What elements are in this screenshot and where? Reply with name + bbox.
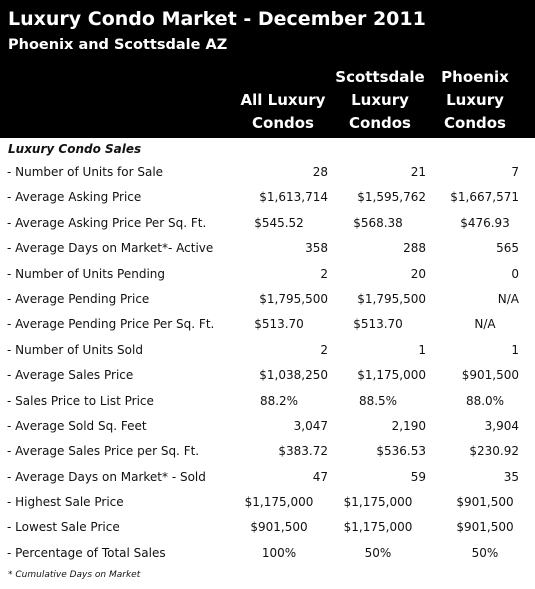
table-row xyxy=(0,542,535,567)
scottsdale-value: 50% xyxy=(364,545,392,560)
row-label: - Sales Price to List Price xyxy=(7,393,154,408)
scottsdale-value: $1,175,000 xyxy=(343,520,413,535)
column-header-line: Luxury xyxy=(351,91,409,109)
all-luxury-value: $383.72 xyxy=(278,444,328,459)
column-header-line: Scottsdale xyxy=(335,68,425,86)
table-row xyxy=(0,364,535,389)
phoenix-value: 88.0% xyxy=(465,393,505,408)
table-row xyxy=(0,313,535,338)
all-luxury-value: 358 xyxy=(305,241,328,256)
table-row xyxy=(0,516,535,541)
phoenix-value: 7 xyxy=(511,165,519,179)
scottsdale-value: 288 xyxy=(403,241,426,256)
all-luxury-value: $1,175,000 xyxy=(244,495,314,510)
column-header-line: Condos xyxy=(444,114,506,132)
all-luxury-value: 47 xyxy=(312,469,328,484)
all-luxury-value: 88.2% xyxy=(259,393,299,408)
table-row xyxy=(0,288,535,313)
column-header-all-luxury xyxy=(228,89,338,135)
phoenix-value: $901,500 xyxy=(461,368,519,383)
row-label: - Average Asking Price Per Sq. Ft. xyxy=(7,215,207,230)
scottsdale-value: $1,595,762 xyxy=(357,190,426,205)
scottsdale-value: 88.5% xyxy=(358,393,398,408)
all-luxury-value: $545.52 xyxy=(254,215,304,230)
all-luxury-value: 2 xyxy=(320,342,328,357)
row-label: - Average Pending Price Per Sq. Ft. xyxy=(7,317,215,332)
row-label: - Number of Units for Sale xyxy=(7,165,164,179)
table-row xyxy=(0,339,535,364)
phoenix-value: 1 xyxy=(511,342,519,357)
table-row xyxy=(0,263,535,288)
row-label: - Average Sales Price per Sq. Ft. xyxy=(7,444,200,459)
data-table xyxy=(0,161,535,567)
phoenix-value: $901,500 xyxy=(456,495,514,510)
row-label: - Average Sold Sq. Feet xyxy=(7,418,147,433)
scottsdale-value: 2,190 xyxy=(391,418,426,433)
all-luxury-value: 2 xyxy=(320,266,328,281)
scottsdale-value: 21 xyxy=(410,165,426,179)
row-label: - Number of Units Sold xyxy=(7,342,143,357)
section-title: Luxury Condo Sales xyxy=(8,142,142,156)
scottsdale-value: $513.70 xyxy=(353,317,403,332)
table-row xyxy=(0,161,535,186)
column-header-line: Luxury xyxy=(446,91,504,109)
scottsdale-value: $1,175,000 xyxy=(343,495,413,510)
row-label: - Average Asking Price xyxy=(7,190,142,205)
all-luxury-value: $901,500 xyxy=(250,520,308,535)
report-title: Luxury Condo Market - December 2011 xyxy=(8,8,426,30)
phoenix-value: N/A xyxy=(497,291,519,306)
all-luxury-value: $1,613,714 xyxy=(259,190,328,205)
all-luxury-value: $513.70 xyxy=(254,317,304,332)
all-luxury-value: 3,047 xyxy=(293,418,328,433)
scottsdale-value: 20 xyxy=(410,266,426,281)
column-header-line: Condos xyxy=(252,114,314,132)
all-luxury-value: $1,038,250 xyxy=(259,368,328,383)
footnote: * Cumulative Days on Market xyxy=(8,570,141,580)
scottsdale-value: $536.53 xyxy=(376,444,426,459)
phoenix-value: $230.92 xyxy=(469,444,519,459)
table-row xyxy=(0,186,535,211)
column-header-scottsdale xyxy=(325,66,435,135)
phoenix-value: N/A xyxy=(474,317,496,332)
all-luxury-value: 28 xyxy=(312,165,328,179)
phoenix-value: $901,500 xyxy=(456,520,514,535)
phoenix-value: $476.93 xyxy=(460,215,510,230)
table-row xyxy=(0,491,535,516)
scottsdale-value: $568.38 xyxy=(353,215,403,230)
scottsdale-value: $1,175,000 xyxy=(357,368,426,383)
table-row xyxy=(0,390,535,415)
row-label: - Average Days on Market* - Sold xyxy=(7,469,206,484)
row-label: - Average Pending Price xyxy=(7,291,150,306)
all-luxury-value: 100% xyxy=(261,545,297,560)
table-row xyxy=(0,440,535,465)
row-label: - Percentage of Total Sales xyxy=(7,545,166,560)
column-header-line: All Luxury xyxy=(240,91,326,109)
row-label: - Lowest Sale Price xyxy=(7,520,120,535)
table-row xyxy=(0,212,535,237)
phoenix-value: $1,667,571 xyxy=(450,190,519,205)
scottsdale-value: 1 xyxy=(418,342,426,357)
table-row xyxy=(0,415,535,440)
column-header-line: Phoenix xyxy=(441,68,509,86)
row-label: - Highest Sale Price xyxy=(7,495,124,510)
phoenix-value: 50% xyxy=(471,545,499,560)
report-subtitle: Phoenix and Scottsdale AZ xyxy=(8,37,228,53)
phoenix-value: 565 xyxy=(496,241,519,256)
table-row xyxy=(0,237,535,262)
scottsdale-value: $1,795,500 xyxy=(357,291,426,306)
row-label: - Number of Units Pending xyxy=(7,266,166,281)
column-header-line: Condos xyxy=(349,114,411,132)
report-header xyxy=(0,0,535,138)
phoenix-value: 0 xyxy=(511,266,519,281)
all-luxury-value: $1,795,500 xyxy=(259,291,328,306)
phoenix-value: 35 xyxy=(503,469,519,484)
phoenix-value: 3,904 xyxy=(484,418,519,433)
table-row xyxy=(0,466,535,491)
column-header-phoenix xyxy=(420,66,530,135)
row-label: - Average Sales Price xyxy=(7,368,134,383)
row-label: - Average Days on Market*- Active xyxy=(7,241,214,256)
scottsdale-value: 59 xyxy=(410,469,426,484)
